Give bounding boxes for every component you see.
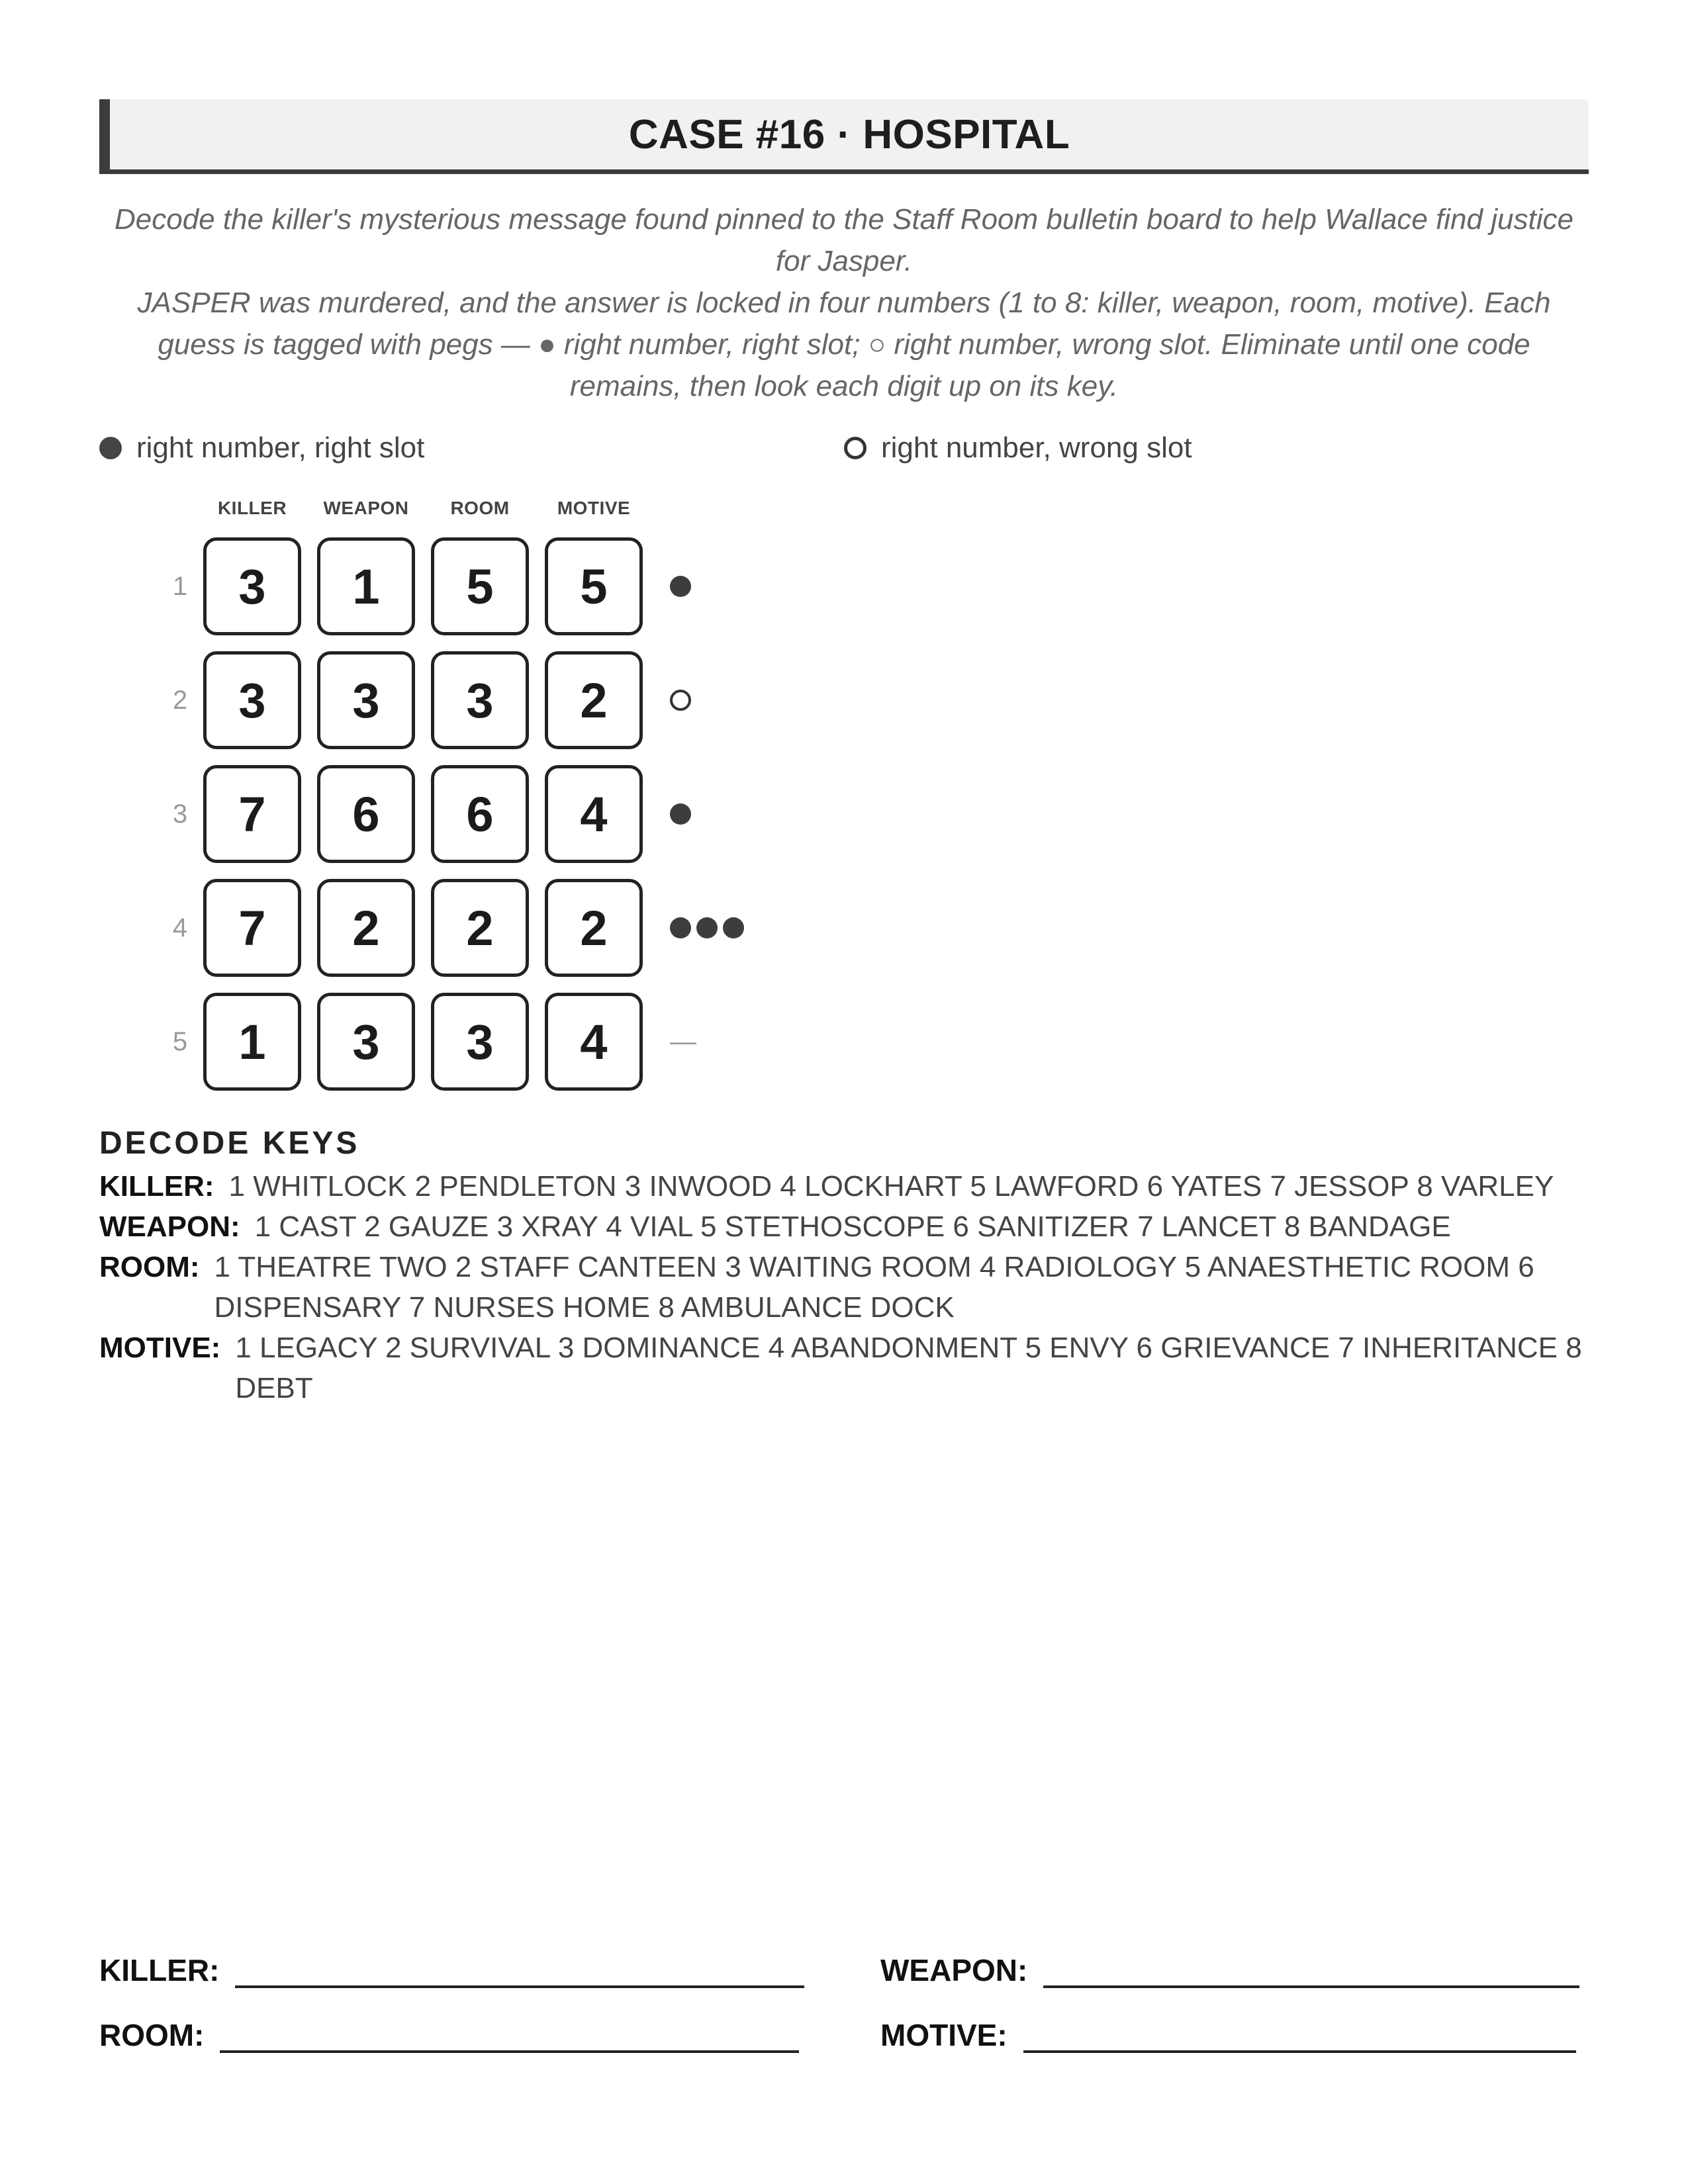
guess-cell-killer: 3 [203, 651, 301, 749]
guess-cell-motive: 4 [545, 765, 643, 863]
guess-cell-weapon: 3 [317, 651, 415, 749]
page-title: CASE #16 · HOSPITAL [628, 111, 1070, 158]
legend-filled-label: right number, right slot [136, 432, 425, 464]
key-row-killer [99, 1166, 1589, 1206]
intro-line-2: JASPER was murdered, and the answer is locked in four numbers (1 to 8: killer, weapon, room, motive). Each guess is tagged with pegs — ● right number, right slot; ○ right number, wrong slot. Eliminate until one code remains, then look each digit up on its key. [137, 287, 1551, 402]
guess-cell-killer: 1 [203, 993, 301, 1091]
answer-motive-field[interactable] [1023, 2020, 1576, 2053]
guess-row-number: 5 [172, 1027, 188, 1056]
guess-row-number: 4 [172, 913, 188, 942]
guess-cell-motive: 2 [545, 651, 643, 749]
answer-room [99, 2017, 799, 2053]
guess-cell-killer: 7 [203, 765, 301, 863]
answer-killer-label: KILLER: [99, 1953, 220, 1987]
guess-cell-room: 5 [431, 537, 529, 635]
guess-cell-weapon: 3 [317, 993, 415, 1091]
guess-cell-room: 3 [431, 993, 529, 1091]
intro-line-1: Decode the killer's mysterious message found pinned to the Staff Room bulletin board to help Wallace find justice for Jasper. [115, 203, 1573, 277]
key-row-motive [99, 1328, 1589, 1408]
filled-peg-icon [670, 803, 691, 825]
filled-peg-icon [696, 917, 718, 938]
filled-peg-icon [99, 437, 122, 459]
guess-row-number: 2 [172, 686, 188, 715]
feedback-pegs [670, 573, 696, 600]
column-header-killer: KILLER [217, 498, 287, 518]
key-label: ROOM: [99, 1251, 200, 1283]
answer-room-field[interactable] [220, 2020, 799, 2053]
legend-hollow-label: right number, wrong slot [881, 432, 1192, 464]
guess-cell-weapon: 6 [317, 765, 415, 863]
guess-cell-weapon: 2 [317, 879, 415, 977]
key-label: MOTIVE: [99, 1332, 221, 1364]
guess-cell-killer: 7 [203, 879, 301, 977]
no-pegs-dash: — [670, 1027, 696, 1056]
intro-text [113, 199, 1575, 407]
guess-cell-room: 3 [431, 651, 529, 749]
guess-cell-motive: 2 [545, 879, 643, 977]
key-row-room [99, 1247, 1589, 1328]
key-values: 1 WHITLOCK 2 PENDLETON 3 INWOOD 4 LOCKHART 5 LAWFORD 6 YATES 7 JESSOP 8 VARLEY [228, 1170, 1554, 1203]
key-values: 1 CAST 2 GAUZE 3 XRAY 4 VIAL 5 STETHOSCOPE 6 SANITIZER 7 LANCET 8 BANDAGE [254, 1210, 1451, 1243]
column-header-motive: MOTIVE [557, 498, 631, 518]
feedback-pegs [670, 687, 696, 713]
feedback-pegs [670, 915, 749, 941]
answer-room-label: ROOM: [99, 2018, 205, 2052]
guess-cell-motive: 4 [545, 993, 643, 1091]
answer-killer [99, 1952, 804, 1988]
hollow-peg-icon [670, 690, 691, 711]
key-label: WEAPON: [99, 1210, 240, 1243]
guess-row-number: 1 [172, 572, 188, 601]
column-header-room: ROOM [450, 498, 510, 518]
legend-hollow [844, 432, 1192, 465]
feedback-pegs [670, 1028, 696, 1055]
column-header-weapon: WEAPON [323, 498, 409, 518]
hollow-peg-icon [844, 437, 867, 459]
legend-filled [99, 432, 424, 465]
feedback-pegs [670, 801, 696, 827]
answer-killer-field[interactable] [235, 1955, 804, 1988]
key-label: KILLER: [99, 1170, 214, 1203]
guess-row-number: 3 [172, 799, 188, 829]
key-row-weapon [99, 1206, 1589, 1247]
filled-peg-icon [670, 576, 691, 597]
guess-cell-weapon: 1 [317, 537, 415, 635]
answer-motive-label: MOTIVE: [880, 2018, 1008, 2052]
guess-cell-killer: 3 [203, 537, 301, 635]
guess-cell-motive: 5 [545, 537, 643, 635]
guess-cell-room: 6 [431, 765, 529, 863]
answer-motive [880, 2017, 1576, 2053]
answer-weapon [880, 1952, 1579, 1988]
decode-keys-title: DECODE KEYS [99, 1126, 360, 1161]
filled-peg-icon [723, 917, 744, 938]
title-bar [99, 99, 1589, 174]
guess-cell-room: 2 [431, 879, 529, 977]
key-values: 1 LEGACY 2 SURVIVAL 3 DOMINANCE 4 ABANDONMENT 5 ENVY 6 GRIEVANCE 7 INHERITANCE 8 DEBT [235, 1332, 1582, 1404]
key-values: 1 THEATRE TWO 2 STAFF CANTEEN 3 WAITING ROOM 4 RADIOLOGY 5 ANAESTHETIC ROOM 6 DISPENSARY 7 NURSES HOME 8 AMBULANCE DOCK [214, 1251, 1534, 1324]
answer-weapon-label: WEAPON: [880, 1953, 1028, 1987]
filled-peg-icon [670, 917, 691, 938]
answer-weapon-field[interactable] [1043, 1955, 1579, 1988]
